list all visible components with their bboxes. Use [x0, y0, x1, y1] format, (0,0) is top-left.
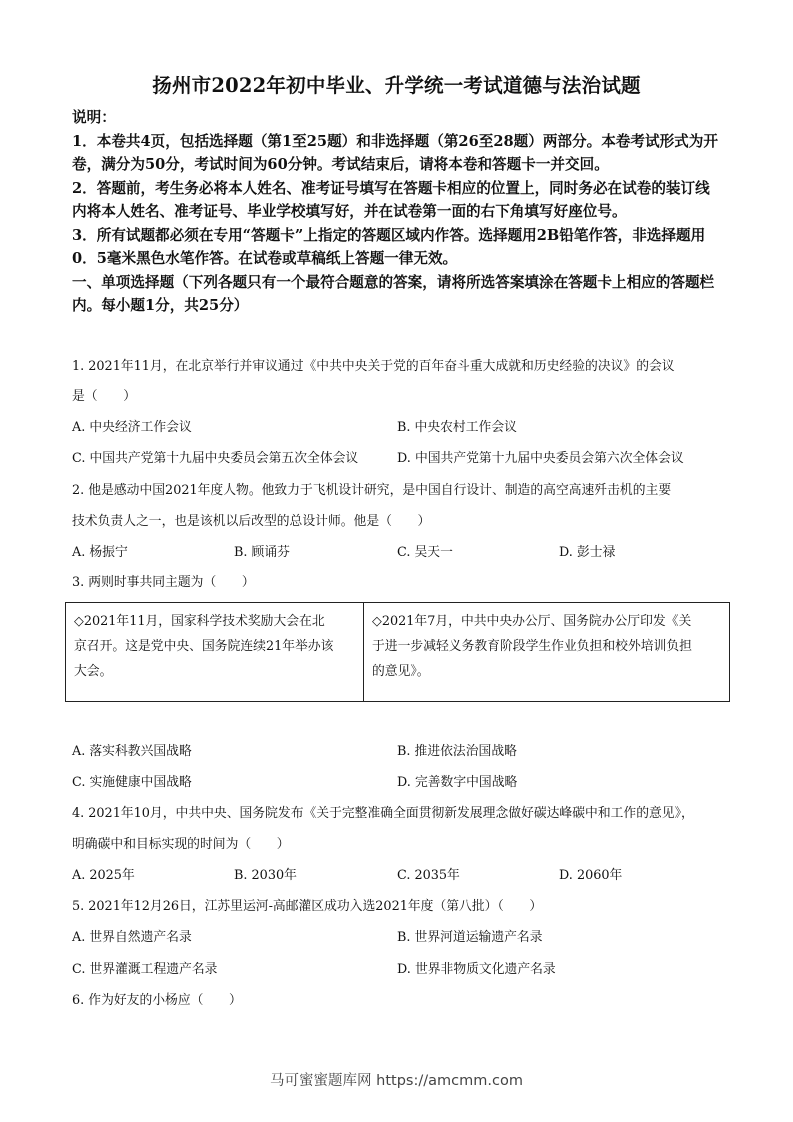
question-4-stem: 4. 2021年10月，中共中央、国务院发布《关于完整准确全面贯彻新发展理念做好碳达峰碳中和工作的意见》，	[72, 806, 694, 821]
question-2-stem: 2. 他是感动中国2021年度人物。他致力于飞机设计研究，是中国自行设计、制造的高空高速歼击机的主要	[72, 483, 672, 498]
question-2-option-a: A. 杨振宁	[72, 545, 128, 560]
question-4-option-b: B. 2030年	[234, 868, 297, 883]
question-3-stem: 3. 两则时事共同主题为（ ）	[72, 575, 255, 590]
news-left-line: 大会。	[74, 664, 113, 679]
question-4-option-a: A. 2025年	[72, 868, 135, 883]
question-1-stem: 1. 2021年11月，在北京举行并审议通过《中共中央关于党的百年奋斗重大成就和历史经验的决议》的会议	[72, 359, 675, 374]
question-3-option-a: A. 落实科教兴国战略	[72, 744, 192, 759]
question-1-option-a: A. 中央经济工作会议	[72, 420, 192, 435]
instruction-item: 2．答题前，考生务必将本人姓名、准考证号填写在答题卡相应的位置上，同时务必在试卷的装订线内将本人姓名、准考证号、毕业学校填写好，并在试卷第一面的右下角填写好座位号。	[72, 179, 710, 220]
question-1-option-b: B. 中央农村工作会议	[397, 420, 517, 435]
question-1-option-d: D. 中国共产党第十九届中央委员会第六次全体会议	[397, 451, 684, 466]
news-left-line: 京召开。这是党中央、国务院连续21年举办该	[74, 639, 334, 654]
question-5-option-d: D. 世界非物质文化遗产名录	[397, 962, 556, 977]
question-2-option-c: C. 吴天一	[397, 545, 453, 560]
question-2-option-b: B. 顾诵芬	[234, 545, 290, 560]
question-3-option-d: D. 完善数字中国战略	[397, 775, 518, 790]
news-cell-left	[66, 603, 364, 701]
question-1-stem-cont: 是（ ）	[72, 389, 136, 404]
news-cell-right	[364, 603, 729, 701]
exam-title: 扬州市2022年初中毕业、升学统一考试道德与法治试题	[152, 74, 641, 97]
section-heading: 一、单项选择题（下列各题只有一个最符合题意的答案，请将所选答案填涂在答题卡上相应的答题栏内。每小题1分，共25分）	[72, 273, 715, 314]
footer-watermark: 马可蜜蜜题库网 https://amcmm.com	[270, 1073, 523, 1089]
question-2-stem-cont: 技术负责人之一，也是该机以后改型的总设计师。他是（ ）	[72, 514, 431, 529]
instruction-item: 1．本卷共4页，包括选择题（第1至25题）和非选择题（第26至28题）两部分。本卷考试形式为开卷，满分为50分，考试时间为60分钟。考试结束后，请将本卷和答题卡一并交回。	[72, 132, 718, 173]
question-5-option-a: A. 世界自然遗产名录	[72, 930, 192, 945]
question-5-option-b: B. 世界河道运输遗产名录	[397, 930, 543, 945]
question-2-option-d: D. 彭士禄	[559, 545, 616, 560]
news-right-line: 于进一步减轻义务教育阶段学生作业负担和校外培训负担	[372, 639, 692, 654]
news-right-line: ◇2021年7月，中共中央办公厅、国务院办公厅印发《关	[372, 614, 692, 629]
question-4-option-c: C. 2035年	[397, 868, 460, 883]
question-1-option-c: C. 中国共产党第十九届中央委员会第五次全体会议	[72, 451, 359, 466]
news-left-line: ◇2021年11月，国家科学技术奖励大会在北	[74, 614, 325, 629]
question-4-stem-cont: 明确碳中和目标实现的时间为（ ）	[72, 837, 290, 852]
question-5-stem: 5. 2021年12月26日，江苏里运河-高邮灌区成功入选2021年度（第八批）（ ）	[72, 899, 543, 914]
question-5-option-c: C. 世界灌溉工程遗产名录	[72, 962, 218, 977]
question-3-option-b: B. 推进依法治国战略	[397, 744, 517, 759]
question-6-stem: 6. 作为好友的小杨应（ ）	[72, 993, 242, 1008]
instructions	[72, 106, 724, 318]
news-table	[65, 602, 730, 702]
question-3-option-c: C. 实施健康中国战略	[72, 775, 192, 790]
news-right-line: 的意见》。	[372, 664, 430, 679]
instructions-heading: 说明：	[72, 109, 116, 126]
question-4-option-d: D. 2060年	[559, 868, 623, 883]
instruction-item: 3．所有试题都必须在专用“答题卡”上指定的答题区域内作答。选择题用2B铅笔作答，非选择题用0．5毫米黑色水笔作答。在试卷或草稿纸上答题一律无效。	[72, 226, 706, 267]
